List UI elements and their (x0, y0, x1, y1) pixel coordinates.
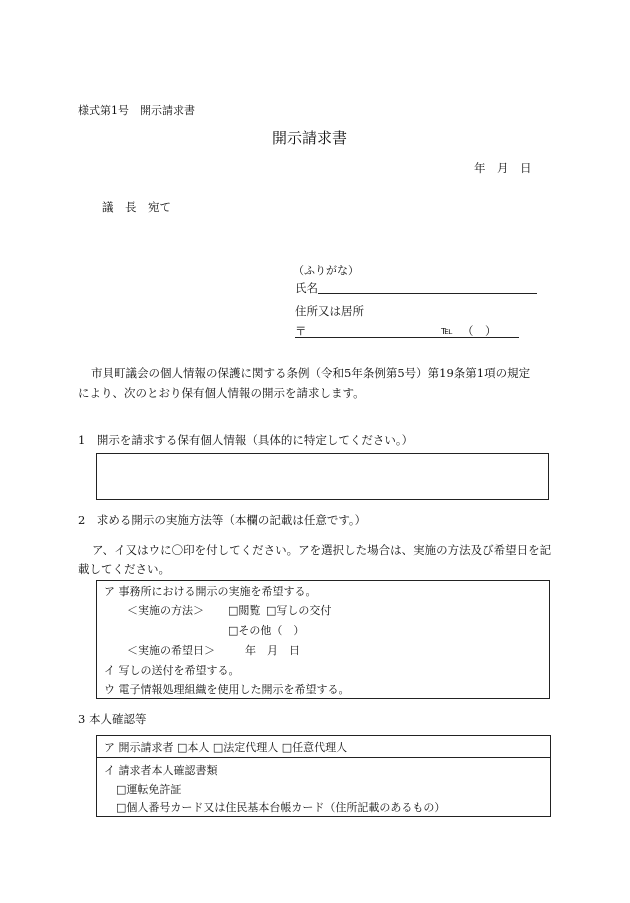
method-other-checkbox[interactable]: □その他（ ） (228, 624, 305, 637)
addressee: 議 長 宛て (102, 200, 171, 214)
section-2-heading: 2 求める開示の実施方法等（本欄の記載は任意です。） (78, 513, 367, 527)
option-u-text[interactable]: ウ 電子情報処理組織を使用した開示を希望する。 (104, 683, 350, 696)
intro-line-2: により、次のとおり保有個人情報の開示を請求します。 (78, 386, 365, 400)
form-number: 様式第1号 開示請求書 (78, 104, 195, 117)
document-title: 開示請求書 (272, 129, 348, 147)
section-2-instruction-2: 載してください。 (78, 562, 170, 576)
option-a-text[interactable]: ア 事務所における開示の実施を希望する。 (104, 585, 317, 598)
name-field-line[interactable] (318, 293, 537, 294)
requester-type-row[interactable]: ア 開示請求者 □本人 □法定代理人 □任意代理人 (104, 741, 348, 754)
section-1-heading: 1 開示を請求する保有個人情報（具体的に特定してください。） (78, 433, 414, 447)
tel-label: ℡ (441, 324, 453, 337)
method-label: ＜実施の方法＞ (127, 604, 204, 617)
name-label: 氏名 (295, 281, 318, 295)
id-documents-label: イ 請求者本人確認書類 (104, 764, 218, 777)
section-3-heading: 3 本人確認等 (78, 712, 147, 726)
identity-verification-box (96, 735, 551, 817)
method-copy-checkbox[interactable]: □写しの交付 (266, 604, 332, 617)
preferred-date-field[interactable]: 年 月 日 (245, 644, 300, 657)
method-view-checkbox[interactable]: □閲覧 (228, 604, 261, 617)
date-line: 年 月 日 (474, 161, 532, 175)
section-2-instruction-1: ア、イ又はウに〇印を付してください。アを選択した場合は、実施の方法及び希望日を記 (92, 543, 552, 557)
postal-mark: 〒 (295, 324, 307, 338)
option-i-text[interactable]: イ 写しの送付を希望する。 (104, 664, 240, 677)
tel-parens: （ ） (462, 324, 497, 338)
drivers-license-checkbox[interactable]: □運転免許証 (116, 783, 182, 796)
address-label: 住所又は居所 (295, 304, 364, 318)
disclosure-method-box (96, 580, 550, 699)
intro-line-1: 市貝町議会の個人情報の保護に関する条例（令和5年条例第5号）第19条第1項の規定 (91, 366, 531, 380)
furigana-label: （ふりがな） (293, 264, 359, 277)
mynumber-card-checkbox[interactable]: □個人番号カード又は住民基本台帳カード（住所記載のあるもの） (116, 801, 446, 814)
requested-information-field[interactable] (96, 453, 549, 500)
row-divider (97, 757, 550, 758)
preferred-date-label: ＜実施の希望日＞ (127, 644, 215, 657)
address-field-line[interactable] (295, 337, 519, 338)
